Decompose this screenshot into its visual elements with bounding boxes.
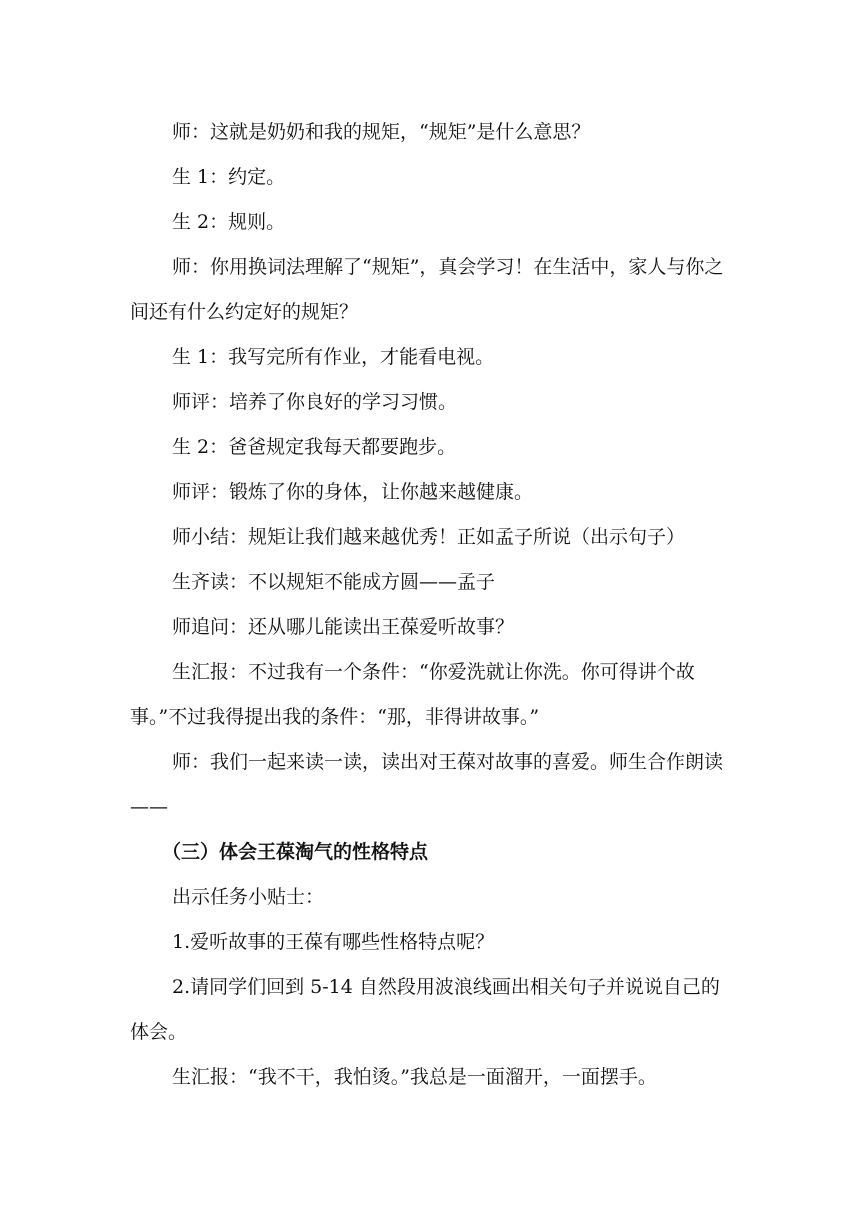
- paragraph: 出示任务小贴士：: [172, 886, 325, 908]
- paragraph: 生 1：我写完所有作业，才能看电视。: [172, 346, 495, 368]
- paragraph: 生汇报：不过我有一个条件：“你爱洗就让你洗。你可得讲个故事。”不过我得提出我的条件：“那，非得讲故事。”: [130, 661, 695, 728]
- paragraph: 2.请同学们回到 5-14 自然段用波浪线画出相关句子并说说自己的体会。: [130, 976, 720, 1043]
- paragraph: 生 1：约定。: [172, 166, 286, 188]
- paragraph: 师评：培养了你良好的学习习惯。: [172, 391, 458, 413]
- paragraph: 师评：锻炼了你的身体，让你越来越健康。: [172, 481, 534, 503]
- paragraph: 师小结：规矩让我们越来越优秀！正如孟子所说（出示句子）: [172, 526, 686, 548]
- paragraph: 生 2：爸爸规定我每天都要跑步。: [172, 436, 457, 458]
- paragraph: 师：这就是奶奶和我的规矩，“规矩”是什么意思？: [172, 121, 591, 143]
- paragraph: 生汇报：“我不干，我怕烫。”我总是一面溜开，一面摆手。: [172, 1066, 657, 1088]
- paragraph: 生 2：规则。: [172, 211, 286, 233]
- paragraph: 师：我们一起来读一读，读出对王葆对故事的喜爱。师生合作朗读——: [130, 751, 724, 818]
- paragraph: 师：你用换词法理解了“规矩”，真会学习！在生活中，家人与你之间还有什么约定好的规矩？: [130, 256, 724, 323]
- paragraph: 生齐读：不以规矩不能成方圆——孟子: [172, 571, 496, 593]
- paragraph: 师追问：还从哪儿能读出王葆爱听故事？: [172, 616, 515, 638]
- paragraph: 1.爱听故事的王葆有哪些性格特点呢？: [172, 931, 495, 953]
- section-heading: （三）体会王葆淘气的性格特点: [162, 841, 429, 863]
- document-body: [130, 110, 735, 1100]
